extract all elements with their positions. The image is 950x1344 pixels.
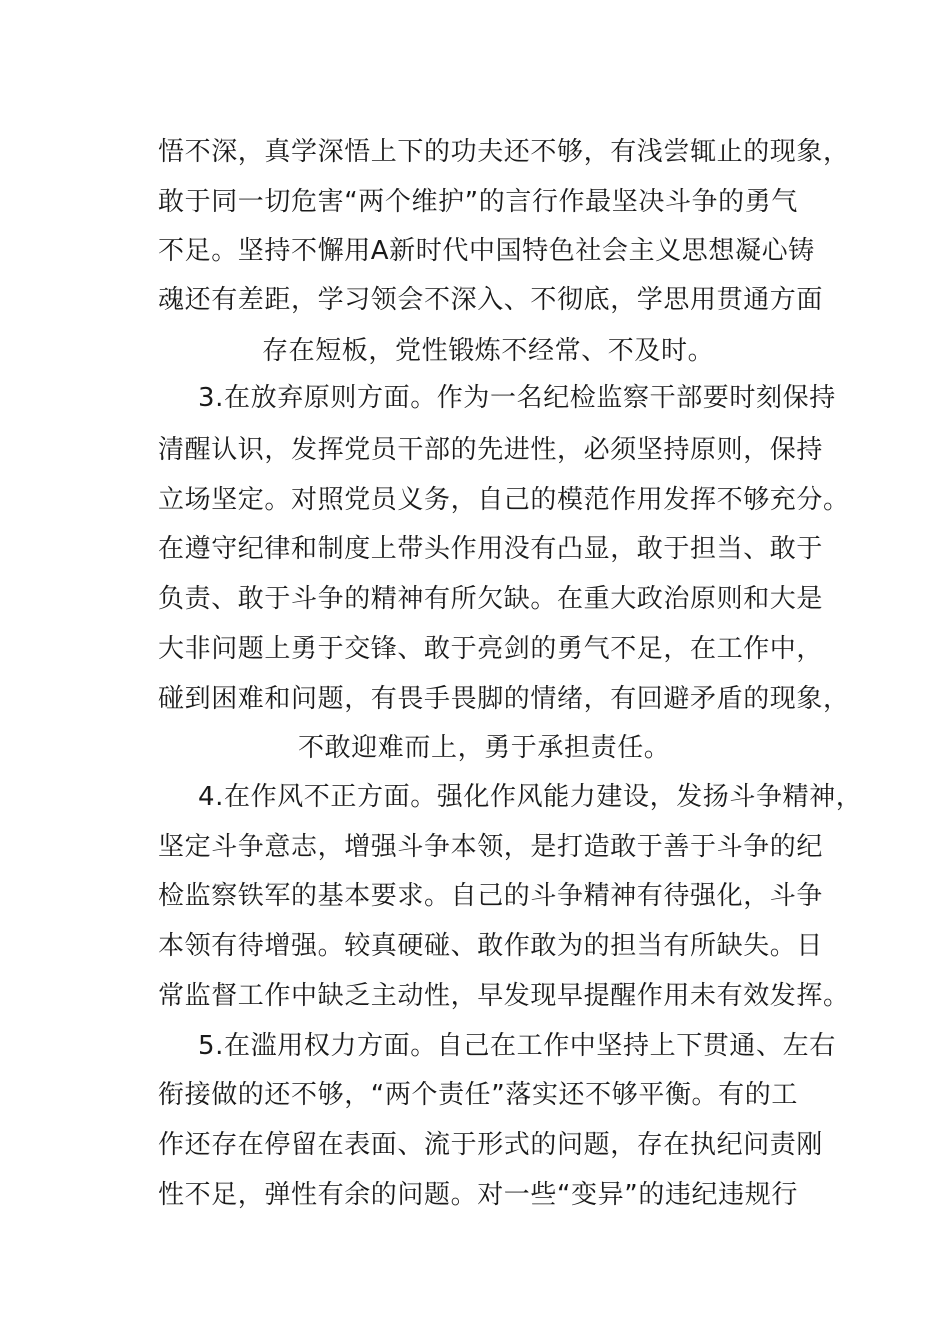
- text-line: 魂还有差距，学习领会不深入、不彻底，学思用贯通方面: [158, 285, 824, 315]
- text-line: 立场坚定。对照党员义务，自己的模范作用发挥不够充分。: [158, 485, 850, 515]
- text-line: 在遵守纪律和制度上带头作用没有凸显，敢于担当、敢于: [158, 534, 824, 564]
- text-line: 作还存在停留在表面、流于形式的问题，存在执纪问责刚: [158, 1130, 824, 1160]
- text-line: 悟不深，真学深悟上下的功夫还不够，有浅尝辄止的现象，: [158, 137, 850, 167]
- paragraph-start-3: 3.在放弃原则方面。作为一名纪检监察干部要时刻保持: [198, 383, 836, 413]
- paragraph-start-5: 5.在滥用权力方面。自己在工作中坚持上下贯通、左右: [198, 1031, 836, 1061]
- text-line: 检监察铁军的基本要求。自己的斗争精神有待强化，斗争: [158, 881, 824, 911]
- text-line: 常监督工作中缺乏主动性，早发现早提醒作用未有效发挥。: [158, 981, 850, 1011]
- text-line: 碰到困难和问题，有畏手畏脚的情绪，有回避矛盾的现象，: [158, 684, 850, 714]
- text-line: 不足。坚持不懈用A新时代中国特色社会主义思想凝心铸: [158, 236, 815, 266]
- text-line: 存在短板，党性锻炼不经常、不及时。: [262, 336, 715, 366]
- text-line: 清醒认识，发挥党员干部的先进性，必须坚持原则，保持: [158, 435, 824, 465]
- text-line: 负责、敢于斗争的精神有所欠缺。在重大政治原则和大是: [158, 584, 824, 614]
- text-line: 衔接做的还不够，“两个责任”落实还不够平衡。有的工: [158, 1080, 798, 1110]
- text-line: 大非问题上勇于交锋、敢于亮剑的勇气不足，在工作中，: [158, 634, 824, 664]
- text-line: 不敢迎难而上，勇于承担责任。: [298, 733, 671, 763]
- text-line: 本领有待增强。较真硬碰、敢作敢为的担当有所缺失。日: [158, 931, 824, 961]
- text-line: 坚定斗争意志，增强斗争本领，是打造敢于善于斗争的纪: [158, 832, 824, 862]
- paragraph-start-4: 4.在作风不正方面。强化作风能力建设，发扬斗争精神，: [198, 782, 863, 812]
- text-line: 敢于同一切危害“两个维护”的言行作最坚决斗争的勇气: [158, 187, 798, 217]
- text-line: 性不足，弹性有余的问题。对一些“变异”的违纪违规行: [158, 1180, 798, 1210]
